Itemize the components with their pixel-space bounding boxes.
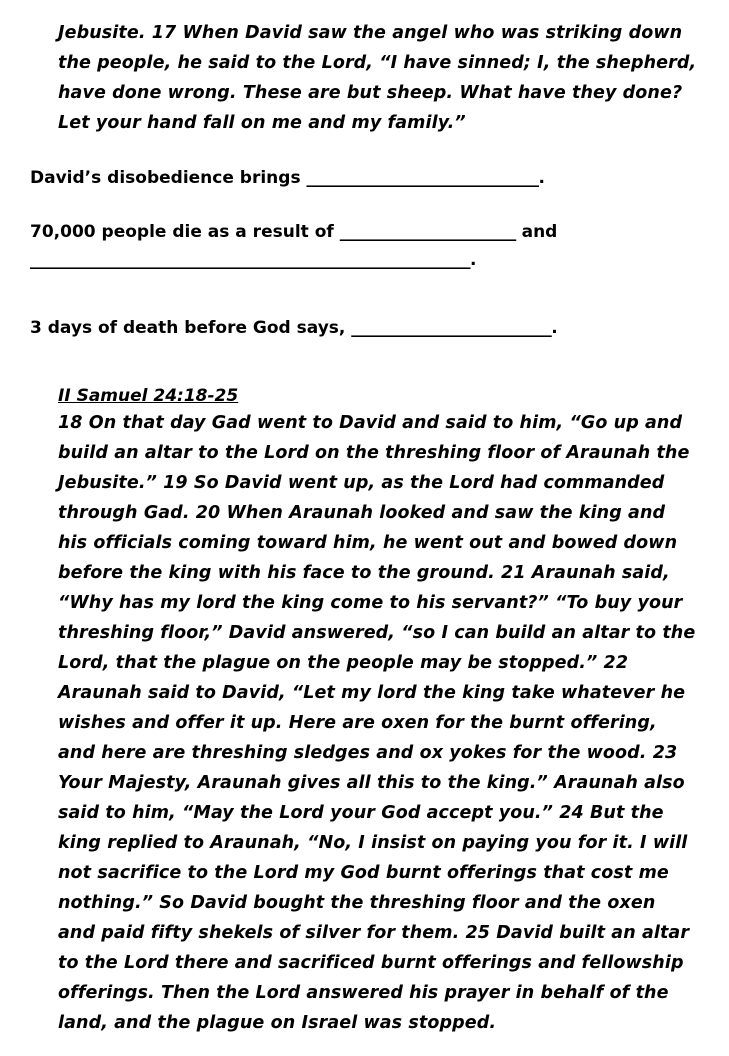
fill-in-question-3-line [30,314,707,342]
passage-heading: II Samuel 24:18-25 [58,386,239,406]
scripture-passage-section [30,386,707,1038]
scripture-excerpt-top: Jebusite. 17 When David saw the angel who was striking down the people, he said to the Lord, “I have sinned; I, the shepherd, have done wrong. These are but sheep. What have they done? Let your hand fall on me and my family.” [58,23,697,133]
question-1-prompt: David’s disobedience brings [30,168,307,188]
question-1-suffix: . [538,168,545,188]
fill-in-question-2-line-1 [30,218,707,246]
question-2-suffix: and [515,222,558,242]
question-2-continued-suffix: . [470,250,477,270]
fill-in-question-2 [30,218,707,274]
fill-in-question-2-line-2 [30,246,707,274]
fill-in-question-1 [30,164,707,192]
fill-in-question-1-line [30,164,707,192]
question-1-blank[interactable]: _____________________________ [306,168,539,188]
question-2-blank[interactable]: ______________________ [339,222,516,242]
question-3-blank[interactable]: _________________________ [351,318,552,338]
question-3-prompt: 3 days of death before God says, [30,318,352,338]
passage-body-text: 18 On that day Gad went to David and said to him, “Go up and build an altar to the Lord on the threshing floor of Araunah the Jebusite.” 19 So David went up, as the Lord had commanded through Gad. 20 When Araunah looked and saw the king and his officials coming toward him, he went out and bowed down before the king with his face to the ground. 21 Araunah said, “Why has my lord the king come to his servant?” “To buy your threshing floor,” David answered, “so I can build an altar to the Lord, that the plague on the people may be stopped.” 22 Araunah said to David, “Let my lord the king take whatever he wishes and offer it up. Here are oxen for the burnt offering, and here are threshing sledges and ox yokes for the wood. 23 Your Majesty, Araunah gives all this to the king.” Araunah also said to him, “May the Lord your God accept you.” 24 But the king replied to Araunah, “No, I insist on paying you for it. I will not sacrifice to the Lord my God burnt offerings that cost me nothing.” So David bought the threshing floor and the oxen and paid fifty shekels of silver for them. 25 David built an altar to the Lord there and sacrificed burnt offerings and fellowship offerings. Then the Lord answered his prayer in behalf of the land, and the plague on Israel was stopped. [58,413,696,1033]
question-3-suffix: . [551,318,558,338]
question-2-blank-continued[interactable]: _______________________________________________________ [30,250,470,270]
question-2-prompt: 70,000 people die as a result of [30,222,340,242]
fill-in-question-3 [30,314,707,342]
